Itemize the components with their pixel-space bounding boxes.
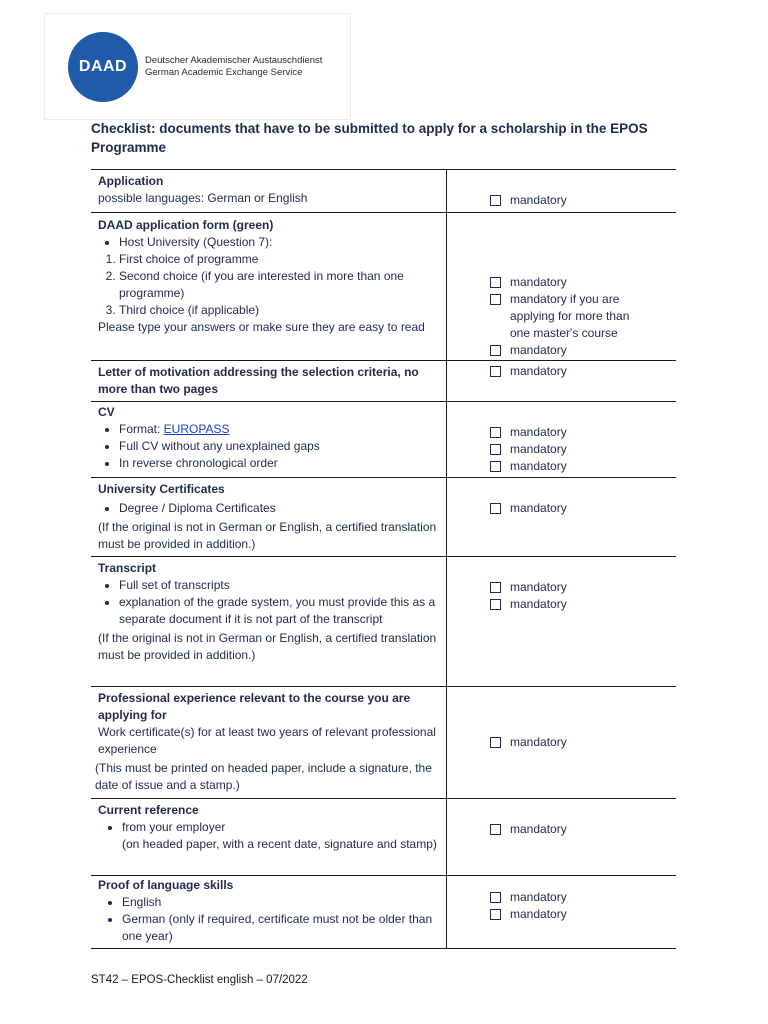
bullet-list <box>98 421 440 472</box>
checkbox-icon[interactable] <box>490 195 501 206</box>
checkbox-item[interactable] <box>490 291 672 342</box>
status-label: mandatory if you are applying for more than one master's course <box>510 292 630 340</box>
list-item: 1. First choice of programme <box>119 251 440 268</box>
checkbox-icon[interactable] <box>490 427 501 438</box>
status-label: mandatory <box>510 343 567 357</box>
checkbox-icon[interactable] <box>490 461 501 472</box>
row-heading: Professional experience relevant to the course you are applying for <box>98 691 411 722</box>
checklist-table <box>91 169 676 949</box>
checkbox-icon[interactable] <box>490 892 501 903</box>
logo-line-1: Deutscher Akademischer Austauschdienst <box>145 55 323 66</box>
checkbox-icon[interactable] <box>490 444 501 455</box>
status-label: mandatory <box>510 907 567 921</box>
row-experience <box>91 686 676 798</box>
status-label: mandatory <box>510 364 567 378</box>
bullet-list <box>98 894 440 945</box>
status-label: mandatory <box>510 193 567 207</box>
list-item: 3. Third choice (if applicable) <box>119 302 440 319</box>
status-label: mandatory <box>510 442 567 456</box>
status-label: mandatory <box>510 890 567 904</box>
status-label: mandatory <box>510 459 567 473</box>
checkbox-item[interactable] <box>490 441 672 458</box>
checkbox-icon[interactable] <box>490 737 501 748</box>
list-item <box>119 421 440 438</box>
row-heading: University Certificates <box>98 482 225 496</box>
checkbox-item[interactable] <box>490 342 672 359</box>
bullet-list <box>98 500 440 517</box>
status-label: mandatory <box>510 735 567 749</box>
daad-logo-circle: DAAD <box>68 32 138 102</box>
checkbox-icon[interactable] <box>490 366 501 377</box>
numbered-list <box>98 251 440 319</box>
row-heading: Proof of language skills <box>98 878 234 892</box>
row-application <box>91 169 676 212</box>
status-label: mandatory <box>510 822 567 836</box>
list-item: • Degree / Diploma Certificates <box>119 500 440 517</box>
list-item: • In reverse chronological order <box>119 455 440 472</box>
row-heading: CV <box>98 405 115 419</box>
bullet-list <box>98 234 440 251</box>
checkbox-icon[interactable] <box>490 277 501 288</box>
row-note: Please type your answers or make sure they are easy to read <box>98 320 425 334</box>
row-note: (If the original is not in German or English, a certified translation must be provided in addition.) <box>98 631 437 662</box>
page-footer: ST42 – EPOS-Checklist english – 07/2022 <box>91 974 308 986</box>
status-label: mandatory <box>510 597 567 611</box>
checkbox-item[interactable] <box>490 596 672 613</box>
row-transcript <box>91 556 676 686</box>
list-item: • German (only if required, certificate must not be older than one year) <box>122 911 440 945</box>
status-label: mandatory <box>510 275 567 289</box>
checkbox-item[interactable] <box>490 889 672 906</box>
checkbox-item[interactable] <box>490 500 672 517</box>
status-label: mandatory <box>510 501 567 515</box>
checkbox-item[interactable] <box>490 458 672 475</box>
checkbox-item[interactable] <box>490 192 672 209</box>
checkbox-icon[interactable] <box>490 294 501 305</box>
row-motivation <box>91 360 676 401</box>
europass-link[interactable]: EUROPASS <box>163 422 230 436</box>
daad-logo-text <box>145 55 322 79</box>
row-cv <box>91 401 676 477</box>
checkbox-icon[interactable] <box>490 582 501 593</box>
list-item: • explanation of the grade system, you must provide this as a separate document if it is not part of the transcript <box>119 594 440 628</box>
checkbox-item[interactable] <box>490 821 672 838</box>
row-language <box>91 875 676 949</box>
bullet-list <box>98 819 440 836</box>
list-item: 2. Second choice (if you are interested in more than one programme) <box>119 268 440 302</box>
checkbox-item[interactable] <box>490 734 672 751</box>
list-item: • Full CV without any unexplained gaps <box>119 438 440 455</box>
list-item: • Host University (Question 7): <box>119 234 440 251</box>
checkbox-item[interactable] <box>490 363 672 380</box>
row-heading: Transcript <box>98 561 157 575</box>
row-application-form <box>91 212 676 360</box>
list-item: • Full set of transcripts <box>119 577 440 594</box>
checkbox-icon[interactable] <box>490 824 501 835</box>
row-note: (This must be printed on headed paper, include a signature, the date of issue and a stamp.) <box>95 761 432 792</box>
page-title: Checklist: documents that have to be submitted to apply for a scholarship in the EPOS Programme <box>91 121 648 155</box>
checkbox-icon[interactable] <box>490 599 501 610</box>
row-heading: Letter of motivation addressing the selection criteria, no more than two pages <box>98 365 419 396</box>
row-certificates <box>91 477 676 556</box>
list-item: • from your employer <box>122 819 440 836</box>
checkbox-icon[interactable] <box>490 909 501 920</box>
row-heading: DAAD application form (green) <box>98 218 274 232</box>
checkbox-icon[interactable] <box>490 503 501 514</box>
checkbox-item[interactable] <box>490 274 672 291</box>
row-heading: Current reference <box>98 803 199 817</box>
checkbox-item[interactable] <box>490 579 672 596</box>
row-reference <box>91 798 676 875</box>
checkbox-item[interactable] <box>490 424 672 441</box>
row-note: (If the original is not in German or English, a certified translation must be provided in addition.) <box>98 520 437 551</box>
row-text: Work certificate(s) for at least two years of relevant professional experience <box>98 725 436 756</box>
checkbox-item[interactable] <box>490 906 672 923</box>
bullet-list <box>98 577 440 628</box>
row-text: possible languages: German or English <box>98 191 308 205</box>
status-label: mandatory <box>510 425 567 439</box>
format-label: Format: <box>119 422 164 436</box>
daad-logo <box>44 13 351 120</box>
row-heading: Application <box>98 174 164 188</box>
list-item: • English <box>122 894 440 911</box>
status-label: mandatory <box>510 580 567 594</box>
checkbox-icon[interactable] <box>490 345 501 356</box>
logo-line-2: German Academic Exchange Service <box>145 67 303 78</box>
row-subnote: (on headed paper, with a recent date, signature and stamp) <box>122 837 437 851</box>
